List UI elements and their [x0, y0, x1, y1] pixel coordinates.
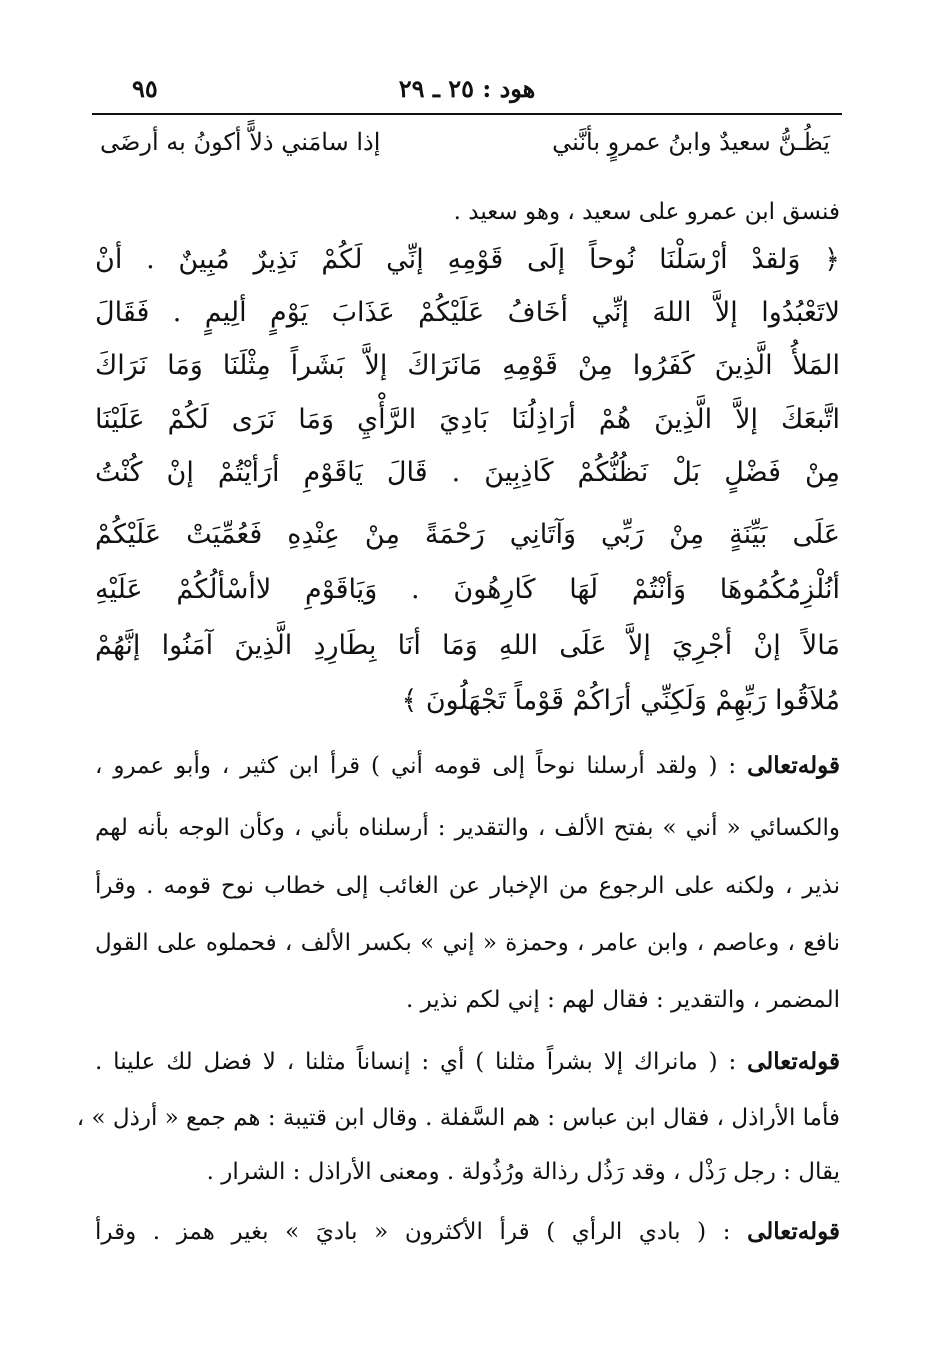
quran-verse-line: المَلأُ الَّذِينَ كَفَرُوا مِنْ قَوْمِهِ مَانَرَاكَ إلاَّ بَشَراً مِثْلَنَا وَمَا نَرَاكَ [95, 350, 840, 381]
commentary-line: المضمر ، والتقدير : فقال لهم : إني لكم نذير . [405, 987, 840, 1013]
commentary-line [95, 746, 840, 786]
page-number: ٩٥ [132, 74, 158, 103]
quran-verse-line: مِنْ فَضْلٍ بَلْ نَظُنُّكُمْ كَاذِبِينَ . قَالَ يَاقَوْمِ أرَأيْتُمْ إنْ كُنْتُ [95, 457, 840, 488]
running-header [92, 70, 842, 106]
commentary-lead: قوله‌تعالى [747, 1218, 841, 1245]
commentary-text: : ( بادي الرأي ) قرأ الأكثرون « باديَ » بغير همز . وقرأ [95, 1219, 731, 1245]
quran-verse-line: اتَّبعَكَ إلاَّ الَّذِينَ هُمْ أرَاذِلُنَا بَادِيَ الرَّأْيِ وَمَا نَرَى لَكُمْ عَلَيْنَا [95, 404, 840, 435]
prose-intro: فنسق ابن عمرو على سعيد ، وهو سعيد . [453, 199, 840, 225]
commentary-lead: قوله‌تعالى [747, 752, 841, 779]
quran-verse-line: مُلاَقُوا رَبِّهِمْ وَلَكِنِّي أرَاكُمْ قَوْماً تَجْهَلُونَ ﴾ [401, 685, 840, 716]
commentary-line [95, 1042, 840, 1082]
commentary-line: نافع ، وعاصم ، وابن عامر ، وحمزة « إني » بكسر الألف ، فحملوه على القول [95, 930, 840, 956]
commentary-lead: قوله‌تعالى [747, 1048, 840, 1075]
commentary-line: والكسائي « أني » بفتح الألف ، والتقدير : أرسلناه بأني ، وكأن الوجه بأنه لهم [95, 815, 840, 841]
quran-verse-line: ﴿ وَلقدْ أرْسَلْنَا نُوحاً إلَى قَوْمِهِ إنِّي لَكُمْ نَذِيرٌ مُبِينٌ . أنْ [95, 244, 840, 275]
header-rule [92, 113, 842, 115]
commentary-text: : ( مانراك إلا بشراً مثلنا ) أي : إنساناً مثلنا ، لا فضل لك علينا . [95, 1049, 737, 1075]
poem-verse [100, 128, 830, 172]
quran-verse-line: لاتَعْبُدُوا إلاَّ اللهَ إنِّي أخَافُ عَلَيْكُمْ عَذَابَ يَوْمٍ ألِيمٍ . فَقَالَ [95, 297, 840, 328]
quran-verse-line: أنُلْزِمُكُمُوهَا وَأنْتُمْ لَهَا كَارِهُونَ . وَيَاقَوْمِ لاأسْألُكُمْ عَلَيْهِ [95, 574, 840, 605]
page-title: هود : ٢٥ ـ ٢٩ [398, 74, 536, 103]
quran-verse-line: مَالاً إنْ أجْرِيَ إلاَّ عَلَى اللهِ وَمَا أنَا بِطَارِدِ الَّذِينَ آمَنُوا إنَّهُمْ [95, 630, 840, 661]
commentary-line [95, 1212, 840, 1252]
commentary-line: نذير ، ولكنه على الرجوع من الإخبار عن الغائب إلى خطاب نوح قومه . وقرأ [95, 873, 840, 899]
quran-verse-line: عَلَى بَيِّنَةٍ مِنْ رَبِّي وَآتَانِي رَحْمَةً مِنْ عِنْدِهِ فَعُمِّيَتْ عَلَيْكُمْ [95, 519, 840, 550]
commentary-line: يقال : رجل رَذْل ، وقد رَذُل رذالة ورُذُولة . ومعنى الأراذل : الشرار . [206, 1159, 840, 1185]
poem-hemistich-left: إذا سامَني ذلاًّ أكونُ به أرضَى [100, 128, 381, 156]
poem-hemistich-right: يَظُـنُّ سعيدٌ وابنُ عمروٍ بأنَّني [552, 128, 830, 156]
commentary-line: فأما الأراذل ، فقال ابن عباس : هم السَّفلة . وقال ابن قتيبة : هم جمع « أرذل » ، [76, 1105, 840, 1131]
commentary-text: : ( ولقد أرسلنا نوحاً إلى قومه أني ) قرأ ابن كثير ، وأبو عمرو ، [95, 753, 737, 779]
